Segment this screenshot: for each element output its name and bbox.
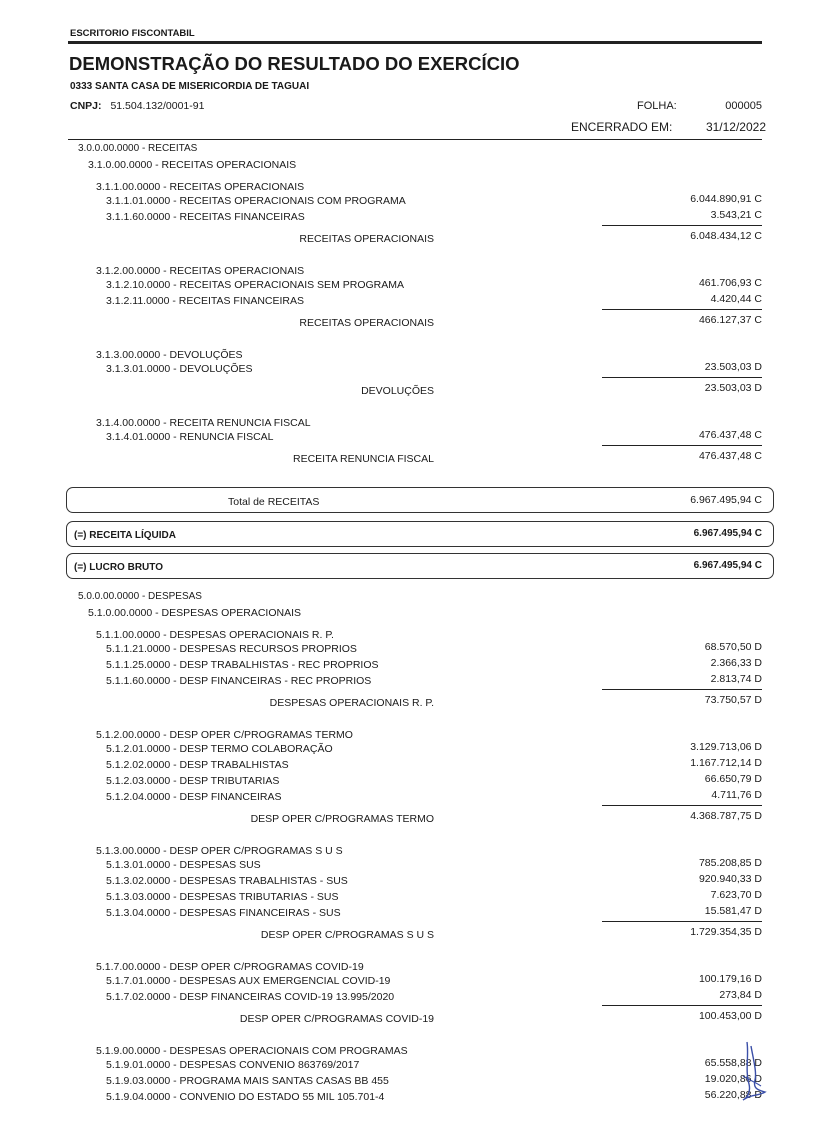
subtotal-rule [602,689,762,690]
company-name: ESCRITORIO FISCONTABIL [70,28,195,39]
account-group-l2: 3.1.1.00.0000 - RECEITAS OPERACIONAIS [96,181,305,193]
account-line: 5.1.9.01.0000 - DESPESAS CONVENIO 863769/2017 [106,1059,360,1071]
account-group-l2: 3.1.3.00.0000 - DEVOLUÇÕES [96,349,243,361]
subtotal-rule [602,225,762,226]
subtotal-value: 1.729.354,35 D [690,926,762,938]
account-value: 273,84 D [719,989,762,1001]
entity-name: 0333 SANTA CASA DE MISERICORDIA DE TAGUAI [70,81,310,92]
account-group-l2: 3.1.2.00.0000 - RECEITAS OPERACIONAIS [96,265,305,277]
account-line: 3.1.1.01.0000 - RECEITAS OPERACIONAIS COM PROGRAMA [106,195,406,207]
account-line: 5.1.2.01.0000 - DESP TERMO COLABORAÇÃO [106,743,333,755]
result-label: (=) RECEITA LÍQUIDA [74,530,176,541]
subtotal-label: DESP OPER C/PROGRAMAS S U S [260,929,434,941]
subtotal-value: 73.750,57 D [704,694,762,706]
account-group-l2: 3.1.4.00.0000 - RECEITA RENUNCIA FISCAL [96,417,311,429]
subtotal-label: RECEITAS OPERACIONAIS [299,317,434,329]
account-line: 5.1.1.60.0000 - DESP FINANCEIRAS - REC PROPRIOS [106,675,372,687]
cnpj-label: CNPJ: [70,100,102,112]
page-title: DEMONSTRAÇÃO DO RESULTADO DO EXERCÍCIO [69,53,520,74]
encerrado-value: 31/12/2022 [705,120,766,134]
account-group-l0: 5.0.0.00.0000 - DESPESAS [78,591,202,602]
account-line: 5.1.7.01.0000 - DESPESAS AUX EMERGENCIAL COVID-19 [106,975,391,987]
account-value: 100.179,16 D [698,973,762,985]
account-line: 3.1.4.01.0000 - RENUNCIA FISCAL [106,431,274,443]
account-group-l2: 5.1.1.00.0000 - DESPESAS OPERACIONAIS R. P. [96,629,334,641]
signature-mark [735,1036,775,1106]
account-line: 5.1.9.04.0000 - CONVENIO DO ESTADO 55 MIL 105.701-4 [106,1091,385,1103]
account-value: 3.129.713,06 D [690,741,762,753]
cnpj-value: 51.504.132/0001-91 [110,100,205,112]
subtotal-value: 476.437,48 C [698,450,762,462]
account-line: 5.1.2.02.0000 - DESP TRABALHISTAS [106,759,289,771]
account-value: 66.650,79 D [704,773,762,785]
account-value: 461.706,93 C [698,277,762,289]
result-value: 6.967.495,94 C [693,560,762,571]
total-label: Total de RECEITAS [228,496,320,508]
account-line: 5.1.2.03.0000 - DESP TRIBUTARIAS [106,775,280,787]
account-value: 19.020,86 D [704,1073,762,1085]
account-line: 5.1.9.03.0000 - PROGRAMA MAIS SANTAS CASAS BB 455 [106,1075,389,1087]
account-line: 5.1.3.01.0000 - DESPESAS SUS [106,859,261,871]
account-group-l1: 3.1.0.00.0000 - RECEITAS OPERACIONAIS [88,159,297,171]
account-value: 2.366,33 D [710,657,762,669]
account-value: 3.543,21 C [710,209,762,221]
account-group-l2: 5.1.9.00.0000 - DESPESAS OPERACIONAIS COM PROGRAMAS [96,1045,408,1057]
account-value: 4.420,44 C [710,293,762,305]
account-value: 476.437,48 C [698,429,762,441]
header-bottom-rule [68,139,762,140]
account-line: 5.1.1.25.0000 - DESP TRABALHISTAS - REC PROPRIOS [106,659,379,671]
account-group-l2: 5.1.2.00.0000 - DESP OPER C/PROGRAMAS TERMO [96,729,353,741]
subtotal-label: DESP OPER C/PROGRAMAS TERMO [250,813,434,825]
account-value: 15.581,47 D [704,905,762,917]
encerrado-label: ENCERRADO EM: [571,120,673,134]
account-value: 2.813,74 D [710,673,762,685]
header-rule [68,41,762,44]
account-line: 5.1.7.02.0000 - DESP FINANCEIRAS COVID-19 13.995/2020 [106,991,395,1003]
folha-value: 000005 [725,100,762,112]
cnpj-field [70,100,204,112]
account-value: 23.503,03 D [704,361,762,373]
account-value: 68.570,50 D [704,641,762,653]
account-line: 5.1.1.21.0000 - DESPESAS RECURSOS PROPRIOS [106,643,357,655]
subtotal-value: 4.368.787,75 D [690,810,762,822]
subtotal-label: RECEITAS OPERACIONAIS [299,233,434,245]
account-line: 3.1.2.10.0000 - RECEITAS OPERACIONAIS SEM PROGRAMA [106,279,404,291]
account-group-l2: 5.1.7.00.0000 - DESP OPER C/PROGRAMAS COVID-19 [96,961,364,973]
account-value: 65.558,88 D [704,1057,762,1069]
folha-label: FOLHA: [637,100,677,112]
account-line: 5.1.3.02.0000 - DESPESAS TRABALHISTAS - SUS [106,875,348,887]
account-value: 1.167.712,14 D [690,757,762,769]
account-value: 4.711,76 D [711,789,762,801]
account-group-l0: 3.0.0.00.0000 - RECEITAS [78,143,198,154]
account-line: 3.1.2.11.0000 - RECEITAS FINANCEIRAS [106,295,305,307]
result-label: (=) LUCRO BRUTO [74,562,163,573]
subtotal-label: DESPESAS OPERACIONAIS R. P. [269,697,434,709]
account-line: 5.1.3.03.0000 - DESPESAS TRIBUTARIAS - SUS [106,891,339,903]
subtotal-value: 6.048.434,12 C [690,230,762,242]
account-line: 3.1.1.60.0000 - RECEITAS FINANCEIRAS [106,211,305,223]
subtotal-label: DESP OPER C/PROGRAMAS COVID-19 [239,1013,434,1025]
total-value: 6.967.495,94 C [690,494,762,506]
subtotal-label: DEVOLUÇÕES [361,385,434,397]
subtotal-value: 23.503,03 D [704,382,762,394]
subtotal-rule [602,805,762,806]
account-line: 5.1.2.04.0000 - DESP FINANCEIRAS [106,791,282,803]
account-line: 5.1.3.04.0000 - DESPESAS FINANCEIRAS - SUS [106,907,341,919]
account-value: 56.220,88 D [704,1089,762,1101]
result-value: 6.967.495,94 C [693,528,762,539]
account-group-l2: 5.1.3.00.0000 - DESP OPER C/PROGRAMAS S U S [96,845,343,857]
subtotal-label: RECEITA RENUNCIA FISCAL [292,453,434,465]
subtotal-rule [602,309,762,310]
subtotal-value: 100.453,00 D [698,1010,762,1022]
account-line: 3.1.3.01.0000 - DEVOLUÇÕES [106,363,253,375]
subtotal-rule [602,921,762,922]
account-value: 920.940,33 D [698,873,762,885]
subtotal-rule [602,1005,762,1006]
subtotal-value: 466.127,37 C [698,314,762,326]
account-value: 785.208,85 D [698,857,762,869]
account-value: 6.044.890,91 C [690,193,762,205]
account-group-l1: 5.1.0.00.0000 - DESPESAS OPERACIONAIS [88,607,302,619]
subtotal-rule [602,445,762,446]
account-value: 7.623,70 D [710,889,762,901]
subtotal-rule [602,377,762,378]
